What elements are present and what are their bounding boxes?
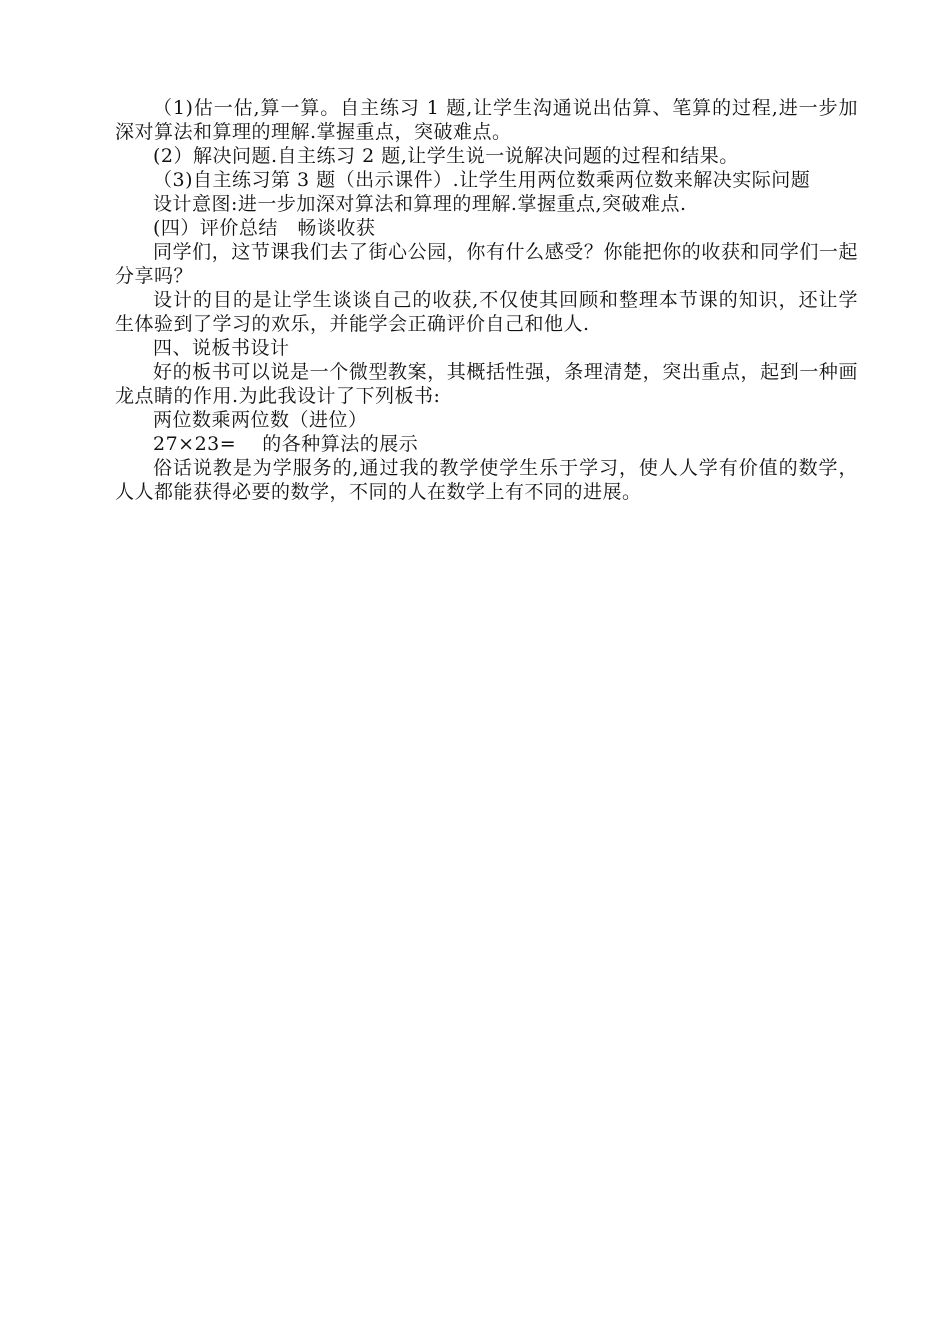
board-equation: 27×23= 的各种算法的展示 xyxy=(153,433,419,455)
paragraph-board-intro: 好的板书可以说是一个微型教案，其概括性强，条理清楚，突出重点，起到一种画龙点睛的作用.为此我设计了下列板书: xyxy=(115,361,858,407)
paragraph-conclusion: 俗话说教是为学服务的,通过我的教学使学生乐于学习，使人人学有价值的数学，人人都能获得必要的数学，不同的人在数学上有不同的进展。 xyxy=(115,457,858,503)
section-heading-summary: (四）评价总结 畅谈收获 xyxy=(153,217,376,239)
paragraph-estimate-practice: （1)估一估,算一算。自主练习 1 题,让学生沟通说出估算、笔算的过程,进一步加深对算法和算理的理解.掌握重点，突破难点。 xyxy=(115,97,858,143)
document-body xyxy=(115,96,858,504)
section-heading-board-design: 四、说板书设计 xyxy=(153,337,290,359)
paragraph-design-purpose: 设计的目的是让学生谈谈自己的收获,不仅使其回顾和整理本节课的知识，还让学生体验到了学习的欢乐，并能学会正确评价自己和他人. xyxy=(115,289,858,335)
board-title: 两位数乘两位数（进位） xyxy=(153,409,368,431)
paragraph-solve-problems: (2）解决问题.自主练习 2 题,让学生说一说解决问题的过程和结果。 xyxy=(153,145,739,167)
paragraph-practice-3: （3)自主练习第 3 题（出示课件）.让学生用两位数乘两位数来解决实际问题 xyxy=(153,169,811,191)
paragraph-students-share: 同学们，这节课我们去了街心公园，你有什么感受？你能把你的收获和同学们一起分享吗？ xyxy=(115,241,858,287)
paragraph-design-intent: 设计意图:进一步加深对算法和算理的理解.掌握重点,突破难点. xyxy=(153,193,687,215)
